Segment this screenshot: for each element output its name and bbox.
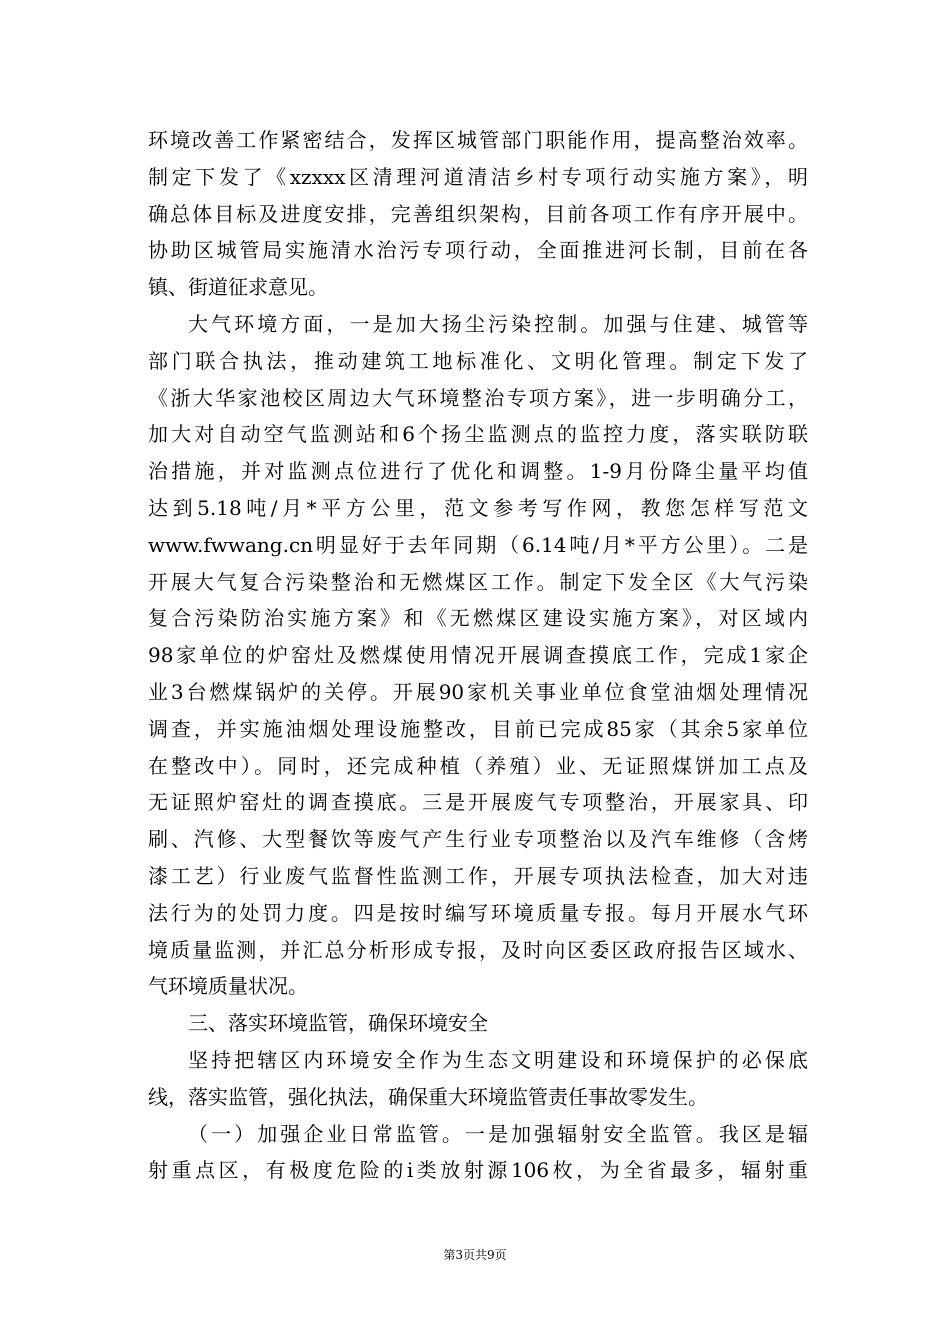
text-line: 确总体目标及进度安排，完善组织架构，目前各项工作有序开展中。 — [148, 201, 808, 226]
paragraph-start-line: 坚持把辖区内环境安全作为生态文明建设和环境保护的必保底 — [188, 1047, 808, 1072]
paragraph-start-line: 大气环境方面，一是加大扬尘污染控制。加强与住建、城管等 — [188, 311, 808, 336]
text-line: 部门联合执法，推动建筑工地标准化、文明化管理。制定下发了 — [148, 348, 808, 373]
text-line: 调查，并实施油烟处理设施整改，目前已完成85家（其余5家单位 — [148, 716, 808, 741]
text-line: 达到5.18吨/月*平方公里，范文参考写作网，教您怎样写范文 — [148, 495, 808, 520]
text-line: 《浙大华家池校区周边大气环境整治专项方案》，进一步明确分工， — [148, 385, 808, 410]
text-line: 复合污染防治实施方案》和《无燃煤区建设实施方案》，对区域内 — [148, 606, 808, 631]
text-line: 治措施，并对监测点位进行了优化和调整。1-9月份降尘量平均值 — [148, 459, 808, 484]
text-line: 环境改善工作紧密结合，发挥区城管部门职能作用，提高整治效率。 — [148, 128, 808, 152]
text-line: 气环境质量状况。 — [148, 974, 308, 999]
text-line: 刷、汽修、大型餐饮等废气产生行业专项整治以及汽车维修（含烤 — [148, 827, 808, 852]
text-line: 境质量监测，并汇总分析形成专报，及时向区委区政府报告区域水、 — [148, 937, 808, 962]
text-line: 协助区城管局实施清水治污专项行动，全面推进河长制，目前在各 — [148, 238, 808, 263]
text-line: 射重点区，有极度危险的i类放射源106枚，为全省最多，辐射重 — [148, 1158, 808, 1183]
page-number-footer: 第3页共9页 — [443, 1248, 507, 1262]
section-heading: 三、落实环境监管，确保环境安全 — [188, 1011, 488, 1036]
text-line: 镇、街道征求意见。 — [148, 275, 328, 300]
text-line: 业3台燃煤锅炉的关停。开展90家机关事业单位食堂油烟处理情况 — [148, 679, 808, 704]
text-line: 在整改中）。同时，还完成种植（养殖）业、无证照煤饼加工点及 — [148, 753, 808, 778]
text-line: 98家单位的炉窑灶及燃煤使用情况开展调查摸底工作，完成1家企 — [148, 643, 808, 668]
text-line: www.fwwang.cn明显好于去年同期（6.14吨/月*平方公里）。二是 — [148, 532, 808, 557]
text-line: 制定下发了《xzxxx区清理河道清洁乡村专项行动实施方案》，明 — [148, 164, 808, 189]
body-text — [148, 122, 808, 1189]
text-line: 法行为的处罚力度。四是按时编写环境质量专报。每月开展水气环 — [148, 900, 808, 925]
text-line: 线，落实监管，强化执法，确保重大环境监管责任事故零发生。 — [148, 1084, 708, 1109]
text-line: 加大对自动空气监测站和6个扬尘监测点的监控力度，落实联防联 — [148, 422, 808, 447]
text-line: 开展大气复合污染整治和无燃煤区工作。制定下发全区《大气污染 — [148, 569, 808, 594]
text-line: 漆工艺）行业废气监督性监测工作，开展专项执法检查，加大对违 — [148, 863, 808, 888]
text-line: 无证照炉窑灶的调查摸底。三是开展废气专项整治，开展家具、印 — [148, 790, 808, 815]
paragraph-start-line: （一）加强企业日常监管。一是加强辐射安全监管。我区是辐 — [188, 1121, 808, 1146]
